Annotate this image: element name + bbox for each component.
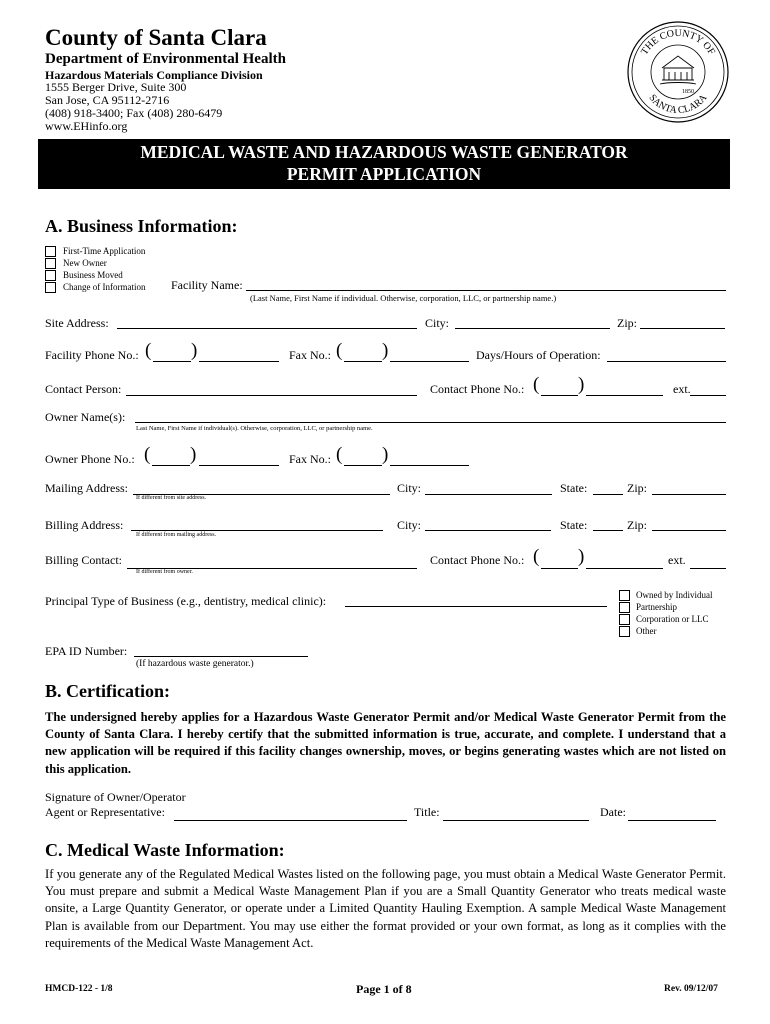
app-type-label: New Owner: [63, 258, 107, 268]
owner-phone-area-field[interactable]: [152, 465, 190, 466]
medical-waste-text: If you generate any of the Regulated Medical Wastes listed on the following page, you must obtain a Medical Waste Generator Permit. You must prepare and submit a Medical Waste Management Plan if you are a Small Quantity Generator who treats medical waste onsite, a Large Quantity Generator, or operate under a Limited Quantity Hauling Exemption. A sample Medical Waste Management Plan is available from our Department. You may use either the format provided or your own format, as long as it complies with the requirements of the Medical Waste Management Act.: [45, 867, 726, 950]
checkbox-first-time[interactable]: [45, 246, 56, 257]
billing-state-label: State:: [560, 518, 588, 532]
billing-zip-label: Zip:: [627, 518, 647, 532]
owner-fax-area-open: (: [336, 444, 343, 465]
billing-phone-area-close: ): [578, 546, 585, 567]
contact-phone-area-open: (: [533, 374, 540, 395]
county-name: County of Santa Clara: [45, 25, 267, 50]
billing-hint: If different from mailing address.: [136, 532, 217, 538]
title-field[interactable]: [443, 820, 589, 821]
address-line-2: San Jose, CA 95112-2716: [45, 93, 170, 107]
revision-date: Rev. 09/12/07: [664, 984, 718, 994]
section-a-heading: A. Business Information:: [45, 216, 238, 236]
facility-phone-label: Facility Phone No.:: [45, 348, 139, 362]
county-seal: [626, 20, 730, 124]
owner-names-field[interactable]: [135, 422, 726, 423]
date-label: Date:: [600, 805, 626, 819]
website: www.EHinfo.org: [45, 119, 128, 133]
signature-label-2: Agent or Representative:: [45, 805, 165, 819]
checkbox-owned-individual[interactable]: [619, 590, 630, 601]
site-city-field[interactable]: [455, 328, 610, 329]
days-hours-label: Days/Hours of Operation:: [476, 348, 601, 362]
contact-phone-area-close: ): [578, 374, 585, 395]
owner-phone-label: Owner Phone No.:: [45, 452, 135, 466]
principal-business-field[interactable]: [345, 606, 607, 607]
mailing-address-label: Mailing Address:: [45, 481, 128, 495]
site-city-label: City:: [425, 316, 450, 330]
contact-phone-label: Contact Phone No.:: [430, 382, 525, 396]
owner-phone-area-close: ): [190, 444, 197, 465]
fax-area-close: ): [382, 340, 389, 361]
billing-contact-label: Billing Contact:: [45, 553, 122, 567]
billing-city-field[interactable]: [425, 530, 551, 531]
ownership-type-label: Other: [636, 626, 657, 636]
billing-city-label: City:: [397, 518, 422, 532]
billing-contact-hint: If different from owner.: [136, 569, 193, 575]
ownership-type-label: Owned by Individual: [636, 590, 713, 600]
app-type-label: Change of Information: [63, 282, 146, 292]
contact-phone-field[interactable]: [586, 395, 663, 396]
owner-names-hint: Last Name, First Name if individual(s). Otherwise, corporation, LLC, or partnership name.: [136, 425, 373, 432]
checkbox-business-moved[interactable]: [45, 270, 56, 281]
days-hours-field[interactable]: [607, 361, 726, 362]
owner-fax-area-field[interactable]: [344, 465, 382, 466]
mailing-state-field[interactable]: [593, 494, 623, 495]
title-label: Title:: [414, 805, 440, 819]
section-c-heading: C. Medical Waste Information:: [45, 840, 285, 860]
checkbox-new-owner[interactable]: [45, 258, 56, 269]
epa-id-field[interactable]: [134, 656, 308, 657]
seal-top-text: THE COUNTY OF: [639, 27, 717, 57]
form-id: HMCD-122 - 1/8: [45, 984, 113, 994]
billing-state-field[interactable]: [593, 530, 623, 531]
billing-phone-field[interactable]: [586, 568, 663, 569]
billing-phone-area-open: (: [533, 546, 540, 567]
mailing-zip-label: Zip:: [627, 481, 647, 495]
checkbox-other[interactable]: [619, 626, 630, 637]
owner-fax-field[interactable]: [390, 465, 469, 466]
title-line-2: PERMIT APPLICATION: [286, 164, 482, 184]
mailing-state-label: State:: [560, 481, 588, 495]
section-b-heading: B. Certification:: [45, 681, 170, 701]
address-line-1: 1555 Berger Drive, Suite 300: [45, 80, 187, 94]
site-zip-field[interactable]: [640, 328, 725, 329]
billing-ext-field[interactable]: [690, 568, 726, 569]
epa-id-hint: (If hazardous waste generator.): [136, 659, 254, 669]
mailing-city-field[interactable]: [425, 494, 552, 495]
fax-label: Fax No.:: [289, 348, 331, 362]
owner-fax-label: Fax No.:: [289, 452, 331, 466]
contact-person-field[interactable]: [126, 395, 417, 396]
facility-phone-field[interactable]: [199, 361, 279, 362]
svg-text:THE COUNTY OF: [639, 28, 717, 57]
site-address-label: Site Address:: [45, 316, 109, 330]
seal-year: 1850: [682, 89, 694, 95]
contact-ext-field[interactable]: [690, 395, 726, 396]
billing-contact-phone-label: Contact Phone No.:: [430, 553, 525, 567]
fax-field[interactable]: [390, 361, 469, 362]
facility-name-field[interactable]: [246, 290, 726, 291]
owner-names-label: Owner Name(s):: [45, 410, 126, 424]
fax-area-field[interactable]: [344, 361, 382, 362]
contact-ext-label: ext.: [673, 382, 691, 396]
owner-fax-area-close: ): [382, 444, 389, 465]
ownership-type-label: Corporation or LLC: [636, 614, 709, 624]
facility-phone-area-open: (: [145, 340, 152, 361]
billing-address-label: Billing Address:: [45, 518, 124, 532]
billing-address-field[interactable]: [131, 530, 383, 531]
contact-phone-area-field[interactable]: [541, 395, 578, 396]
ownership-type-label: Partnership: [636, 602, 677, 612]
phone-fax: (408) 918-3400; Fax (408) 280-6479: [45, 106, 223, 120]
date-field[interactable]: [628, 820, 716, 821]
fax-area-open: (: [336, 340, 343, 361]
site-address-field[interactable]: [117, 328, 417, 329]
certification-text: The undersigned hereby applies for a Hazardous Waste Generator Permit and/or Medical Waste Generator Permit from the County of Santa Clara. I hereby certify that the submitted information is true, accurate, and complete. I understand that a new application will be required if this facility changes ownership, moves, or begins generating wastes which are not listed on this application.: [45, 710, 726, 776]
billing-phone-area-field[interactable]: [541, 568, 578, 569]
signature-label-1: Signature of Owner/Operator: [45, 790, 186, 804]
owner-phone-area-open: (: [144, 444, 151, 465]
title-line-1: MEDICAL WASTE AND HAZARDOUS WASTE GENERATOR: [140, 142, 628, 162]
facility-name-label: Facility Name:: [171, 278, 243, 292]
facility-phone-area-field[interactable]: [153, 361, 191, 362]
seal-building-icon: [660, 56, 696, 84]
department-name: Department of Environmental Health: [45, 51, 286, 67]
contact-person-label: Contact Person:: [45, 382, 122, 396]
owner-phone-field[interactable]: [199, 465, 279, 466]
epa-id-label: EPA ID Number:: [45, 644, 128, 658]
mailing-hint: If different from site address.: [136, 495, 207, 501]
app-type-label: First-Time Application: [63, 246, 146, 256]
principal-business-label: Principal Type of Business (e.g., dentistry, medical clinic):: [45, 594, 327, 608]
app-type-label: Business Moved: [63, 270, 123, 280]
page-number: Page 1 of 8: [356, 982, 412, 996]
billing-zip-field[interactable]: [652, 530, 726, 531]
mailing-zip-field[interactable]: [652, 494, 726, 495]
facility-phone-area-close: ): [191, 340, 198, 361]
checkbox-change-info[interactable]: [45, 282, 56, 293]
division-name: Hazardous Materials Compliance Division: [45, 68, 263, 82]
site-zip-label: Zip:: [617, 316, 637, 330]
facility-name-hint: (Last Name, First Name if individual. Otherwise, corporation, LLC, or partnership name.): [250, 293, 557, 303]
seal-bottom-text: SANTA CLARA: [646, 92, 710, 117]
checkbox-corporation[interactable]: [619, 614, 630, 625]
signature-field[interactable]: [174, 820, 407, 821]
title-banner: [38, 139, 730, 189]
checkbox-partnership[interactable]: [619, 602, 630, 613]
billing-ext-label: ext.: [668, 553, 686, 567]
mailing-city-label: City:: [397, 481, 422, 495]
